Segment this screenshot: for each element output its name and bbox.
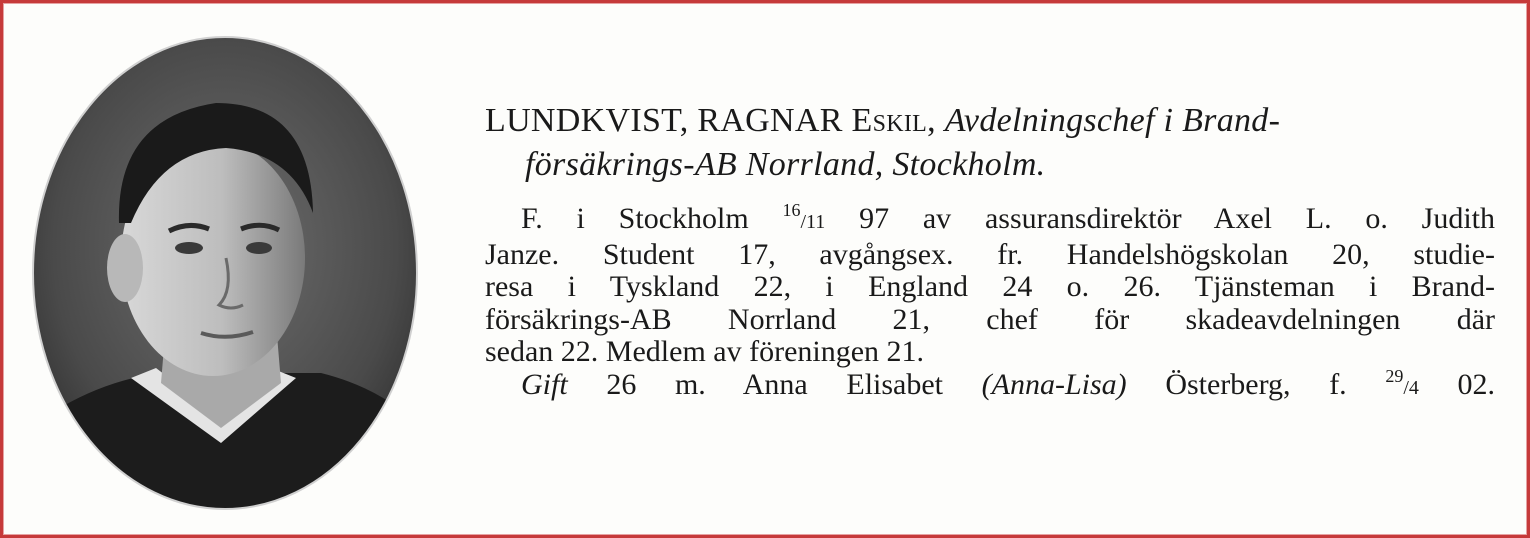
surname: LUNDKVIST, bbox=[485, 102, 689, 139]
spouse-birth-month: /4 bbox=[1403, 376, 1419, 399]
biography-paragraph bbox=[485, 200, 1496, 404]
middle-name: Eskil, bbox=[851, 102, 936, 139]
birth-month: /11 bbox=[800, 211, 826, 233]
spouse-name: 26 m. Anna Elisabet bbox=[606, 367, 944, 401]
parents-text: 97 av assuransdirektör Axel L. o. Judith bbox=[859, 202, 1496, 235]
given-name: RAGNAR bbox=[697, 102, 843, 139]
bio-line-3: resa i Tyskland 22, i England 24 o. 26. Tjänsteman i Brand- bbox=[485, 270, 1495, 303]
bio-line-6 bbox=[485, 365, 1496, 405]
portrait-photo bbox=[21, 23, 429, 523]
spouse-surname: Österberg, f. bbox=[1165, 367, 1347, 401]
birth-day: 16 bbox=[782, 200, 801, 220]
bio-line-2: Janze. Student 17, avgångsex. fr. Handelshögskolan 20, studie- bbox=[485, 237, 1495, 271]
married-label: Gift bbox=[521, 367, 568, 401]
occupation-line-2: försäkrings-AB Norrland, Stockholm. bbox=[525, 146, 1046, 183]
entry-heading bbox=[485, 99, 1495, 187]
occupation-line-1: Avdelningschef i Brand- bbox=[944, 102, 1281, 139]
spouse-nickname: (Anna-Lisa) bbox=[981, 367, 1127, 401]
birth-place: F. i Stockholm bbox=[521, 202, 749, 235]
spouse-birth-day: 29 bbox=[1385, 365, 1404, 386]
bio-line-5: sedan 22. Medlem av föreningen 21. bbox=[485, 335, 925, 368]
bio-line-4: försäkrings-AB Norrland 21, chef för skadeavdelningen där bbox=[485, 302, 1495, 336]
spouse-birth-year: 02. bbox=[1457, 367, 1496, 401]
bio-line-1 bbox=[485, 200, 1496, 239]
biography-entry bbox=[485, 99, 1495, 404]
